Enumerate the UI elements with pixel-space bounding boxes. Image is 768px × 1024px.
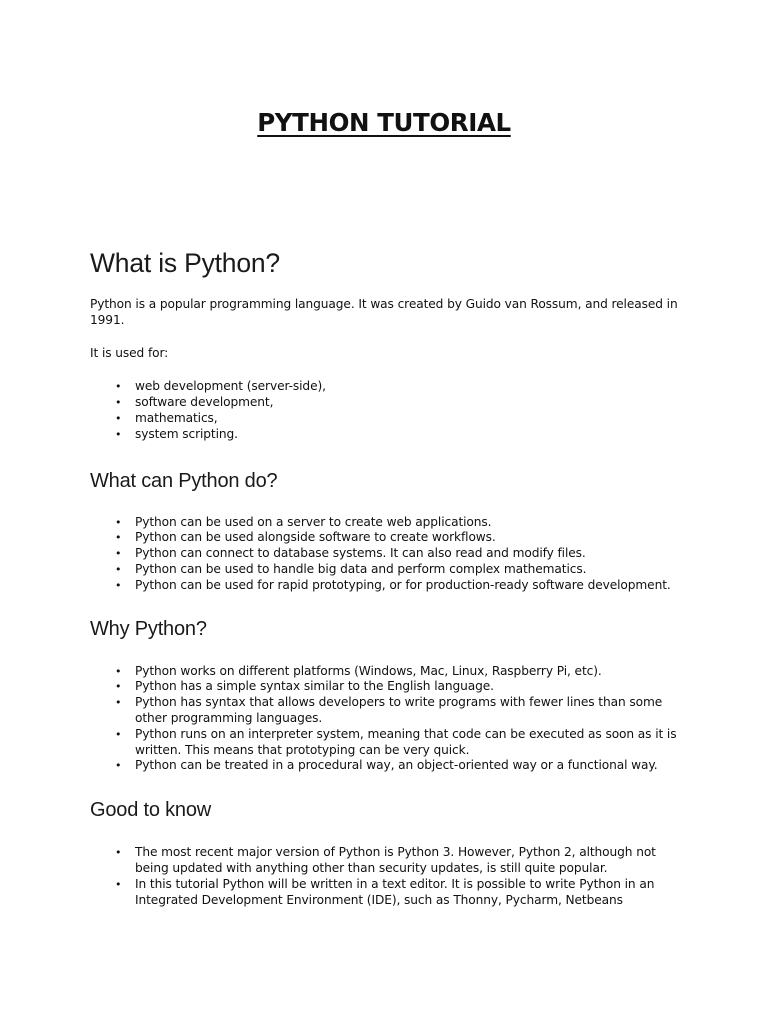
list-item-text: Python can be used for rapid prototyping, or for production-ready software development. — [135, 577, 671, 592]
list-item — [90, 679, 685, 695]
why-python-list — [90, 664, 685, 775]
list-item — [90, 546, 685, 562]
section-heading-what-is-python: What is Python? — [90, 248, 280, 278]
intro-paragraph: Python is a popular programming language. It was created by Guido van Rossum, and released in 1991. — [90, 297, 678, 327]
list-item-text: Python has a simple syntax similar to the English language. — [135, 679, 494, 694]
list-item-text: system scripting. — [135, 426, 238, 441]
bullet-icon: • — [115, 547, 122, 561]
document-body — [90, 243, 685, 908]
list-item — [90, 877, 685, 909]
bullet-icon: • — [115, 727, 122, 741]
list-item — [90, 395, 685, 411]
list-item — [90, 379, 685, 395]
good-to-know-list — [90, 845, 685, 908]
list-item-text: Python runs on an interpreter system, meaning that code can be executed as soon as it is written. This means that prototyping can be very quick. — [135, 726, 677, 757]
document-title: PYTHON TUTORIAL — [257, 108, 511, 137]
list-item-text: Python can be treated in a procedural way, an object-oriented way or a functional way. — [135, 758, 658, 773]
bullet-icon: • — [115, 411, 122, 425]
list-item — [90, 758, 685, 774]
list-item-text: software development, — [135, 395, 274, 410]
section-heading-what-can-python-do: What can Python do? — [90, 469, 278, 492]
list-item-text: Python can be used to handle big data and perform complex mathematics. — [135, 561, 587, 576]
list-item-text: Python works on different platforms (Windows, Mac, Linux, Raspberry Pi, etc). — [135, 663, 602, 678]
what-can-list — [90, 515, 685, 594]
list-item — [90, 411, 685, 427]
used-for-list — [90, 379, 685, 442]
bullet-icon: • — [115, 380, 122, 394]
bullet-icon: • — [115, 396, 122, 410]
bullet-icon: • — [115, 515, 122, 529]
bullet-icon: • — [115, 578, 122, 592]
list-item-text: Python can connect to database systems. It can also read and modify files. — [135, 546, 586, 561]
list-item-text: Python has syntax that allows developers to write programs with fewer lines than some other programming languages. — [135, 695, 663, 725]
list-item — [90, 845, 685, 877]
list-item-text: Python can be used on a server to create web applications. — [135, 514, 492, 529]
list-item — [90, 515, 685, 531]
list-item-text: Python can be used alongside software to create workflows. — [135, 530, 496, 545]
bullet-icon: • — [115, 846, 122, 860]
bullet-icon: • — [115, 759, 122, 773]
list-item — [90, 727, 685, 759]
bullet-icon: • — [115, 531, 122, 545]
bullet-icon: • — [115, 680, 122, 694]
section-heading-good-to-know: Good to know — [90, 799, 212, 822]
list-item-text: The most recent major version of Python is Python 3. However, Python 2, although not being updated with anything other than security updates, is still quite popular. — [135, 845, 656, 875]
list-item — [90, 578, 685, 594]
list-item — [90, 664, 685, 680]
list-item — [90, 427, 685, 443]
section-heading-why-python: Why Python? — [90, 617, 207, 640]
list-item-text: web development (server-side), — [135, 379, 326, 394]
list-item — [90, 695, 685, 727]
bullet-icon: • — [115, 562, 122, 576]
bullet-icon: • — [115, 664, 122, 678]
list-item — [90, 562, 685, 578]
bullet-icon: • — [115, 427, 122, 441]
bullet-icon: • — [115, 696, 122, 710]
list-item-text: In this tutorial Python will be written in a text editor. It is possible to write Python in an Integrated Development Environment (IDE), such as Thonny, Pycharm, Netbeans — [135, 876, 655, 907]
list-item — [90, 530, 685, 546]
bullet-icon: • — [115, 877, 122, 891]
list-item-text: mathematics, — [135, 410, 218, 425]
used-for-paragraph: It is used for: — [90, 345, 169, 360]
